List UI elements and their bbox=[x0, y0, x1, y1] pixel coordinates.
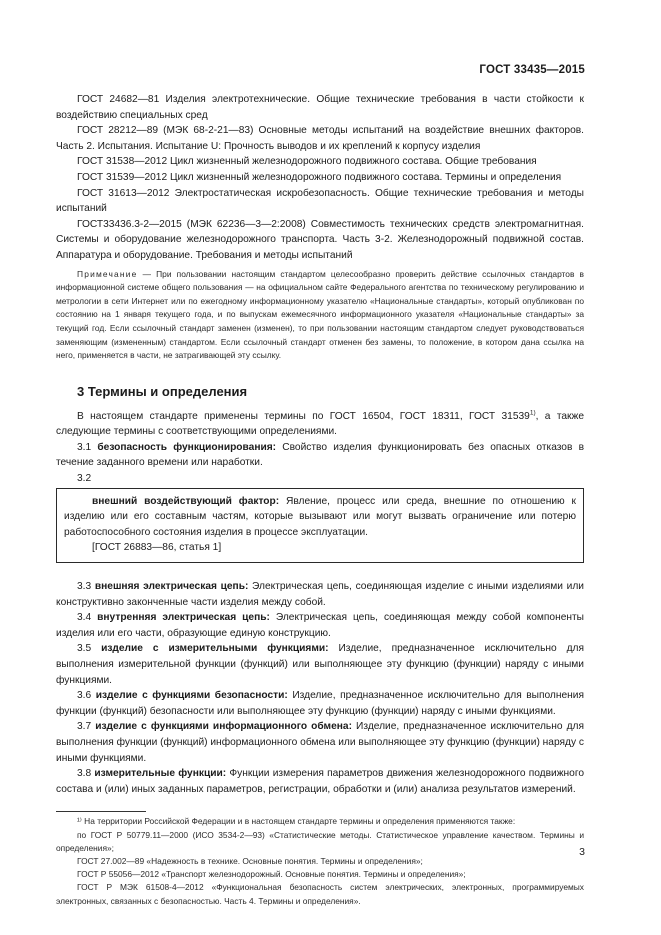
section-intro: В настоящем стандарте применены термины по ГОСТ 16504, ГОСТ 18311, ГОСТ 31539$^{1)}$, а также следующие термины с соответствующими определениями. bbox=[56, 409, 584, 438]
section-title: 3 Термины и определения bbox=[77, 383, 248, 399]
term-3-4: 3.4 внутренняя электрическая цепь: Электрическая цепь, соединяющая между собой компоненты изделия или его части, образующие единую конструкцию. bbox=[56, 612, 584, 639]
footnote-line: ГОСТ Р МЭК 61508-4—2012 «Функциональная безопасность систем электрических, электронных, программируемых электронных, связанных с безопасностью. Часть 4. Термины и определения». bbox=[56, 882, 584, 906]
reference-item: ГОСТ33436.3-2—2015 (МЭК 62236—3—2:2008) Совместимость технических средств электромагнитная. Системы и оборудование железнодорожного транспорта. Часть 3-2. Железнодорожный подвижной состав. Аппаратура и оборудование. Требования и методы испытаний bbox=[56, 218, 584, 261]
term-3-2-box bbox=[56, 488, 584, 563]
term-3-7: 3.7 изделие с функциями информационного обмена: Изделие, предназначенное исключительно для выполнения функции (функций) информационного обмена или выполняющее эту функцию (функции) наряду с иными функциями. bbox=[56, 721, 585, 764]
footnote-divider bbox=[56, 811, 146, 812]
footnote-line: ¹⁾ На территории Российской Федерации и в настоящем стандарте термины и определения применяются также: bbox=[77, 816, 516, 827]
footnote-line: по ГОСТ Р 50779.11—2000 (ИСО 3534-2—93) «Статистические методы. Статистическое управление качеством. Термины и определения»; bbox=[56, 829, 584, 853]
footnote-line: ГОСТ 27.002—89 «Надежность в технике. Основные понятия. Термины и определения»; bbox=[77, 855, 423, 866]
term-3-6: 3.6 изделие с функциями безопасности: Изделие, предназначенное исключительно для выполнения функции (функций) безопасности или выполняющее эту функцию (функции) наряду с иными функциями. bbox=[56, 690, 585, 717]
page-number: 3 bbox=[579, 846, 585, 858]
footnote-marker: 1) bbox=[529, 409, 536, 417]
term-3-3: 3.3 внешняя электрическая цепь: Электрическая цепь, соединяющая изделие с иными изделиями или конструктивно законченные части изделия между собой. bbox=[56, 581, 584, 608]
term-3-2-number: 3.2 bbox=[77, 473, 92, 485]
term-name: безопасность функционирования: bbox=[97, 441, 277, 453]
term-name: внутренняя электрическая цепь: bbox=[97, 612, 270, 624]
term-name: измерительные функции: bbox=[94, 768, 227, 780]
normative-references bbox=[56, 92, 584, 264]
term-name: изделие с функциями безопасности: bbox=[95, 690, 288, 702]
document-body bbox=[56, 92, 584, 908]
term-name: изделие с измерительными функциями: bbox=[101, 643, 329, 655]
term-3-1: 3.1 безопасность функционирования: Свойство изделия функционировать без опасных отказов в течение заданного времени или наработки. bbox=[56, 441, 584, 469]
note-label: Примечание bbox=[77, 268, 138, 279]
term-3-2: внешний воздействующий фактор: Явление, процесс или среда, внешние по отношению к изделию или его составным частям, которые вызывают или могут вызвать ограничение или потерю работоспособного состояния изделия в процессе эксплуатации. bbox=[64, 495, 576, 538]
term-name: внешний воздействующий фактор: bbox=[92, 495, 280, 507]
term-name: изделие с функциями информационного обмена: bbox=[95, 721, 352, 733]
reference-item: ГОСТ 31539—2012 Цикл жизненный железнодорожного подвижного состава. Термины и определения bbox=[77, 171, 562, 183]
term-name: внешняя электрическая цепь: bbox=[94, 581, 249, 593]
document-header: ГОСТ 33435—2015 bbox=[479, 64, 585, 76]
footnotes bbox=[56, 815, 584, 907]
reference-item: ГОСТ 31613—2012 Электростатическая искробезопасность. Общие технические требования и методы испытаний bbox=[56, 187, 584, 215]
term-source-ref: [ГОСТ 26883—86, статья 1] bbox=[92, 542, 222, 554]
term-3-5: 3.5 изделие с измерительными функциями: Изделие, предназначенное исключительно для выполнения измерительной функции (функций) или выполняющее эту функцию (функции) наряду с иными функциями. bbox=[56, 643, 584, 686]
reference-item: ГОСТ 24682—81 Изделия электротехнические. Общие технические требования в части стойкости к воздействию специальных сред bbox=[56, 94, 584, 121]
footnote-line: ГОСТ Р 55056—2012 «Транспорт железнодорожный. Основные понятия. Термины и определения»; bbox=[77, 869, 466, 880]
reference-item: ГОСТ 28212—89 (МЭК 68-2-21—83) Основные методы испытаний на воздействие внешних факторов. Часть 2. Испытания. Испытание U: Прочность выводов и их креплений к корпусу изделия bbox=[56, 125, 584, 152]
reference-item: ГОСТ 31538—2012 Цикл жизненный железнодорожного подвижного состава. Общие требования bbox=[77, 156, 537, 168]
term-3-8: 3.8 измерительные функции: Функции измерения параметров движения железнодорожного подвижного состава и (или) иных заданных параметров, регистрации, обработки и (или) анализа результатов измерений. bbox=[56, 768, 584, 795]
note bbox=[56, 268, 584, 363]
note-text: — При пользовании настоящим стандартом целесообразно проверить действие ссылочных стандартов в информационной системе общего пользования — на официальном сайте Федерального агентства по техническому регулированию и метрологии в сети Интернет или по ежегодному информационному указателю «Национальные стандарты», который опубликован по состоянию на 1 января текущего года, и по выпускам ежемесячного информационного указателя «Национальные стандарты» за текущий год. Если ссылочный стандарт заменен (изменен), то при пользовании настоящим стандартом следует руководствоваться заменяющим (измененным) стандартом. Если ссылочный стандарт отменен без замены, то положение, в котором дана ссылка на него, применяется в части, не затрагивающей эту ссылку. bbox=[56, 268, 584, 361]
